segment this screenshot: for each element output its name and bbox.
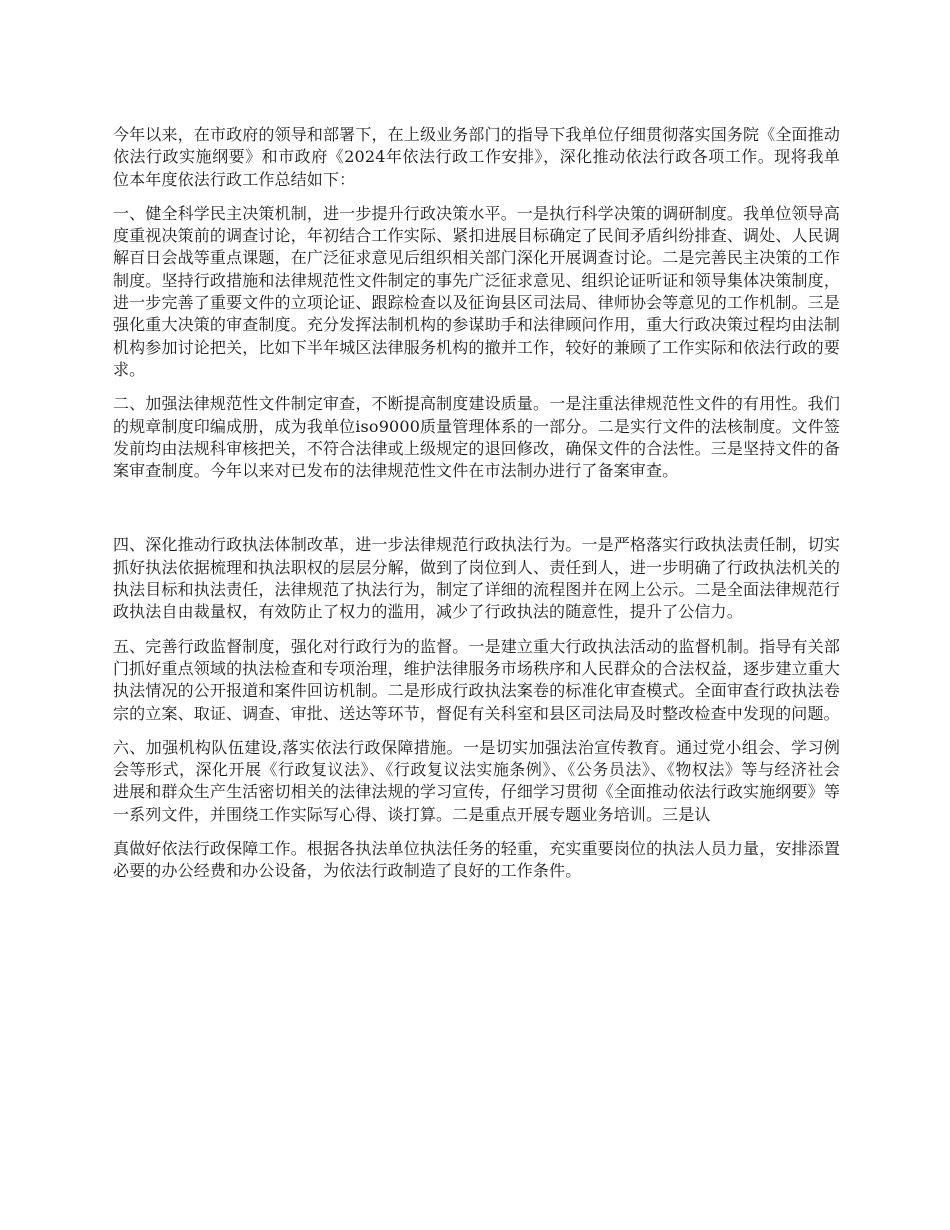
paragraph-gap [113,494,840,534]
paragraph-section-2: 二、加强法律规范性文件制定审查，不断提高制度建设质量。一是注重法律规范性文件的有用性。我们的规章制度印编成册，成为我单位iso9000质量管理体系的一部分。二是实行文件的法核制度。文件签发前均由法规科审核把关，不符合法律或上级规定的退回修改，确保文件的合法性。三是坚持文件的备案审查制度。今年以来对已发布的法律规范性文件在市法制办进行了备案审查。 [113,394,840,481]
paragraph-continuation: 真做好依法行政保障工作。根据各执法单位执法任务的轻重，充实重要岗位的执法人员力量，安排添置必要的办公经费和办公设备，为依法行政制造了良好的工作条件。 [113,839,840,881]
paragraph-section-6: 六、加强机构队伍建设,落实依法行政保障措施。一是切实加强法治宣传教育。通过党小组会、学习例会等形式，深化开展《行政复议法》、《行政复议法实施条例》、《公务员法》、《物权法》等与经济社会进展和群众生产生活密切相关的法律法规的学习宣传，仔细学习贯彻《全面推动依法行政实施纲要》等一系列文件，并围绕工作实际写心得、谈打算。二是重点开展专题业务培训。三是认 [113,737,840,824]
paragraph-intro: 今年以来，在市政府的领导和部署下，在上级业务部门的指导下我单位仔细贯彻落实国务院《全面推动依法行政实施纲要》和市政府《2024年依法行政工作安排》，深化推动依法行政各项工作。现将我单位本年度依法行政工作总结如下： [113,125,840,189]
paragraph-section-5: 五、完善行政监督制度，强化对行政行为的监督。一是建立重大行政执法活动的监督机制。指导有关部门抓好重点领域的执法检查和专项治理，维护法律服务市场秩序和人民群众的合法权益，逐步建立重大执法情况的公开报道和案件回访机制。二是形成行政执法案卷的标准化审查模式。全面审查行政执法卷宗的立案、取证、调查、审批、送达等环节，督促有关科室和县区司法局及时整改检查中发现的问题。 [113,636,840,723]
paragraph-section-4: 四、深化推动行政执法体制改革，进一步法律规范行政执法行为。一是严格落实行政执法责任制，切实抓好执法依据梳理和执法职权的层层分解，做到了岗位到人、责任到人，进一步明确了行政执法机关的执法目标和执法责任，法律规范了执法行为，制定了详细的流程图并在网上公示。二是全面法律规范行政执法自由裁量权，有效防止了权力的滥用，减少了行政执法的随意性，提升了公信力。 [113,535,840,622]
document-body [113,124,840,895]
paragraph-section-1: 一、健全科学民主决策机制，进一步提升行政决策水平。一是执行科学决策的调研制度。我单位领导高度重视决策前的调查讨论，年初结合工作实际、紧扣进展目标确定了民间矛盾纠纷排查、调处、人民调解百日会战等重点课题，在广泛征求意见后组织相关部门深化开展调查讨论。二是完善民主决策的工作制度。坚持行政措施和法律规范性文件制定的事先广泛征求意见、组织论证听证和领导集体决策制度，进一步完善了重要文件的立项论证、跟踪检查以及征询县区司法局、律师协会等意见的工作机制。三是强化重大决策的审查制度。充分发挥法制机构的参谋助手和法律顾问作用，重大行政决策过程均由法制机构参加讨论把关，比如下半年城区法律服务机构的撤并工作，较好的兼顾了工作实际和依法行政的要求。 [113,203,840,379]
